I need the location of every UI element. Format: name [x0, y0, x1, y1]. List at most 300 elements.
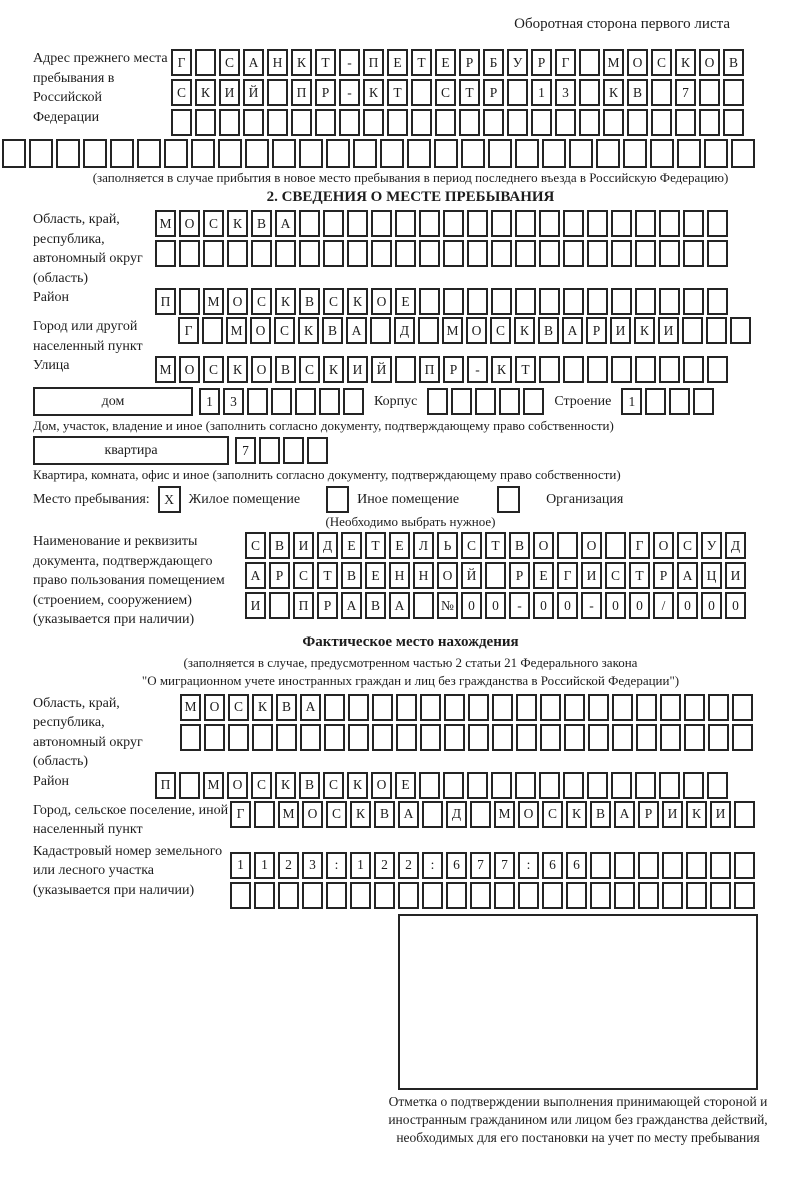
char-box — [326, 882, 347, 909]
char-box — [110, 139, 134, 168]
oblast-row-1 — [155, 210, 728, 237]
char-box — [539, 240, 560, 267]
char-box: - — [581, 592, 602, 619]
char-box: - — [467, 356, 488, 383]
stamp-box — [398, 914, 758, 1090]
char-box: С — [299, 356, 320, 383]
inoe-label: Иное помещение — [357, 491, 460, 507]
char-box: И — [710, 801, 731, 828]
char-box — [299, 139, 323, 168]
char-box: Ь — [437, 532, 458, 559]
char-box — [603, 109, 624, 136]
char-box: А — [677, 562, 698, 589]
char-box: С — [435, 79, 456, 106]
char-box: - — [339, 49, 360, 76]
char-box — [636, 724, 657, 751]
char-box: В — [322, 317, 343, 344]
char-box — [708, 694, 729, 721]
char-box — [468, 724, 489, 751]
char-box: А — [275, 210, 296, 237]
char-box — [659, 772, 680, 799]
char-box: 1 — [230, 852, 251, 879]
prev-address-extra-row — [2, 139, 788, 168]
zhiloe-label: Жилое помещение — [188, 491, 301, 507]
char-box — [396, 694, 417, 721]
char-box — [707, 210, 728, 237]
char-box — [635, 240, 656, 267]
char-box: А — [614, 801, 635, 828]
gorod-field — [33, 317, 788, 356]
char-box — [723, 79, 744, 106]
char-box — [254, 801, 275, 828]
char-box — [252, 724, 273, 751]
char-box — [699, 109, 720, 136]
char-box: Б — [483, 49, 504, 76]
char-box — [137, 139, 161, 168]
char-box: О — [302, 801, 323, 828]
header-note: Оборотная сторона первого листа — [514, 16, 730, 32]
char-box: К — [675, 49, 696, 76]
char-box — [398, 882, 419, 909]
char-box — [422, 882, 443, 909]
char-box — [708, 724, 729, 751]
char-box — [171, 109, 192, 136]
char-box — [734, 801, 755, 828]
char-box — [635, 356, 656, 383]
char-box — [202, 317, 223, 344]
char-box: 7 — [675, 79, 696, 106]
fact-oblast-label: Область, край, республика, автономный округ (область) — [33, 695, 143, 769]
char-box: С — [461, 532, 482, 559]
fact-oblast-row-2 — [180, 724, 753, 751]
kadastr-row-2 — [230, 882, 755, 909]
char-box — [587, 210, 608, 237]
char-box — [539, 210, 560, 237]
char-box: О — [250, 317, 271, 344]
char-box — [348, 724, 369, 751]
char-box — [569, 139, 593, 168]
char-box: У — [701, 532, 722, 559]
char-box — [635, 288, 656, 315]
char-box — [605, 532, 626, 559]
char-box: А — [245, 562, 266, 589]
kvartira-caption: Квартира, комната, офис и иное (заполнить согласно документу, подтверждающему право собственности) — [33, 467, 621, 482]
raion-row — [155, 288, 728, 315]
char-box — [587, 772, 608, 799]
char-box: О — [251, 356, 272, 383]
char-box — [418, 317, 439, 344]
char-box — [650, 139, 674, 168]
char-box — [420, 724, 441, 751]
fact-caption-line-1: (заполняется в случае, предусмотренном частью 2 статьи 21 Федерального закона — [183, 654, 638, 670]
char-box: А — [389, 592, 410, 619]
char-box — [669, 388, 690, 415]
char-box: К — [275, 772, 296, 799]
char-box — [539, 356, 560, 383]
char-box: И — [219, 79, 240, 106]
char-box — [507, 79, 528, 106]
char-box — [612, 724, 633, 751]
dom-box-label: дом — [33, 387, 193, 416]
char-box — [516, 724, 537, 751]
char-box: 0 — [701, 592, 722, 619]
char-box: 1 — [254, 852, 275, 879]
char-box — [491, 288, 512, 315]
char-box: И — [245, 592, 266, 619]
char-box: 6 — [446, 852, 467, 879]
char-box: В — [276, 694, 297, 721]
char-box — [387, 109, 408, 136]
char-box: В — [590, 801, 611, 828]
char-box — [651, 109, 672, 136]
char-box: К — [347, 288, 368, 315]
char-box — [291, 109, 312, 136]
char-box — [374, 882, 395, 909]
char-box — [614, 852, 635, 879]
char-box: 6 — [542, 852, 563, 879]
char-box — [2, 139, 26, 168]
char-box: О — [227, 288, 248, 315]
char-box — [411, 79, 432, 106]
char-box — [370, 317, 391, 344]
char-box — [684, 694, 705, 721]
char-box: 7 — [235, 437, 256, 464]
char-box — [542, 882, 563, 909]
char-box: И — [610, 317, 631, 344]
char-box: К — [195, 79, 216, 106]
char-box — [683, 210, 704, 237]
char-box: 1 — [199, 388, 220, 415]
char-box: 2 — [398, 852, 419, 879]
char-box: П — [155, 288, 176, 315]
char-box: В — [538, 317, 559, 344]
char-box: О — [653, 532, 674, 559]
prev-address-row-1 — [171, 49, 744, 76]
char-box — [516, 694, 537, 721]
char-box: О — [179, 210, 200, 237]
fact-gorod-field — [33, 801, 788, 840]
ulitsa-row — [155, 356, 728, 383]
char-box — [683, 240, 704, 267]
char-box — [227, 240, 248, 267]
char-box — [395, 356, 416, 383]
char-box: Д — [725, 532, 746, 559]
char-box — [295, 388, 316, 415]
char-box — [540, 694, 561, 721]
char-box — [660, 724, 681, 751]
char-box: Е — [387, 49, 408, 76]
char-box: - — [509, 592, 530, 619]
char-box — [443, 240, 464, 267]
char-box — [723, 109, 744, 136]
char-box — [251, 240, 272, 267]
char-box — [278, 882, 299, 909]
char-box: О — [581, 532, 602, 559]
prev-address-row-3 — [171, 109, 744, 136]
char-box — [179, 772, 200, 799]
stamp-caption: Отметка о подтверждении выполнения принимающей стороной и иностранным гражданином или лицом без гражданства действий, необходимых для его постановки на учет по месту пребывания — [388, 1093, 768, 1145]
ulitsa-field — [33, 356, 788, 383]
char-box: Т — [315, 49, 336, 76]
char-box: К — [350, 801, 371, 828]
char-box — [515, 210, 536, 237]
char-box — [491, 210, 512, 237]
char-box — [228, 724, 249, 751]
char-box: И — [658, 317, 679, 344]
char-box — [614, 882, 635, 909]
char-box — [179, 288, 200, 315]
char-box — [659, 288, 680, 315]
char-box: 0 — [725, 592, 746, 619]
char-box — [623, 139, 647, 168]
char-box — [276, 724, 297, 751]
char-box — [686, 882, 707, 909]
char-box — [272, 139, 296, 168]
char-box — [419, 288, 440, 315]
char-box: Й — [243, 79, 264, 106]
char-box: В — [627, 79, 648, 106]
kvartira-cells — [235, 437, 328, 464]
char-box — [587, 288, 608, 315]
char-box — [704, 139, 728, 168]
char-box — [539, 772, 560, 799]
char-box: 0 — [605, 592, 626, 619]
char-box: В — [251, 210, 272, 237]
fact-gorod-row — [230, 801, 755, 828]
char-box: С — [203, 356, 224, 383]
char-box: О — [437, 562, 458, 589]
kadastr-label: Кадастровый номер земельного или лесного участка (указывается при наличии) — [33, 843, 223, 898]
char-box: О — [533, 532, 554, 559]
char-box — [343, 388, 364, 415]
char-box — [557, 532, 578, 559]
char-box: М — [203, 288, 224, 315]
char-box — [579, 109, 600, 136]
char-box: С — [251, 772, 272, 799]
char-box — [492, 694, 513, 721]
char-box — [611, 288, 632, 315]
mesto-row — [33, 486, 788, 513]
char-box — [459, 109, 480, 136]
char-box — [307, 437, 328, 464]
char-box — [435, 109, 456, 136]
char-box — [563, 772, 584, 799]
char-box — [651, 79, 672, 106]
oblast-field — [33, 210, 788, 288]
char-box: К — [363, 79, 384, 106]
char-box — [419, 772, 440, 799]
char-box: И — [347, 356, 368, 383]
char-box: Т — [629, 562, 650, 589]
char-box: О — [371, 772, 392, 799]
raion-label: Район — [33, 290, 69, 305]
char-box — [590, 852, 611, 879]
char-box — [395, 210, 416, 237]
char-box — [507, 109, 528, 136]
char-box: 3 — [302, 852, 323, 879]
char-box: О — [699, 49, 720, 76]
char-box — [645, 388, 666, 415]
char-box — [659, 356, 680, 383]
char-box — [267, 79, 288, 106]
dom-row — [33, 387, 788, 416]
fact-oblast-field — [33, 694, 788, 772]
char-box: / — [653, 592, 674, 619]
char-box: Й — [371, 356, 392, 383]
char-box: К — [514, 317, 535, 344]
char-box: Р — [459, 49, 480, 76]
char-box — [588, 724, 609, 751]
char-box: Т — [387, 79, 408, 106]
char-box: Р — [586, 317, 607, 344]
kadastr-field — [33, 842, 788, 909]
char-box: О — [518, 801, 539, 828]
char-box: С — [323, 772, 344, 799]
char-box: К — [323, 356, 344, 383]
char-box: О — [179, 356, 200, 383]
char-box: Е — [395, 288, 416, 315]
char-box: 1 — [531, 79, 552, 106]
char-box — [444, 694, 465, 721]
char-box — [710, 852, 731, 879]
char-box: Т — [459, 79, 480, 106]
char-box — [518, 882, 539, 909]
char-box: Е — [533, 562, 554, 589]
char-box — [372, 724, 393, 751]
char-box — [467, 772, 488, 799]
char-box: Е — [435, 49, 456, 76]
document-row-3 — [245, 592, 746, 619]
char-box: Г — [629, 532, 650, 559]
char-box — [461, 139, 485, 168]
char-box — [564, 724, 585, 751]
char-box: С — [251, 288, 272, 315]
char-box — [683, 288, 704, 315]
fact-title: Фактическое место нахождения — [302, 633, 519, 650]
char-box: Г — [555, 49, 576, 76]
char-box: У — [507, 49, 528, 76]
char-box — [372, 694, 393, 721]
char-box: С — [228, 694, 249, 721]
char-box: В — [269, 532, 290, 559]
char-box — [563, 210, 584, 237]
char-box — [684, 724, 705, 751]
char-box: Е — [341, 532, 362, 559]
char-box: С — [323, 288, 344, 315]
char-box: С — [605, 562, 626, 589]
char-box — [195, 109, 216, 136]
char-box — [299, 240, 320, 267]
char-box: С — [651, 49, 672, 76]
char-box — [659, 240, 680, 267]
char-box: К — [686, 801, 707, 828]
kvartira-box-label: квартира — [33, 436, 229, 465]
char-box — [488, 139, 512, 168]
char-box — [164, 139, 188, 168]
char-box: Е — [365, 562, 386, 589]
char-box: В — [299, 772, 320, 799]
char-box: А — [346, 317, 367, 344]
char-box — [191, 139, 215, 168]
char-box — [531, 109, 552, 136]
char-box — [371, 210, 392, 237]
char-box: П — [155, 772, 176, 799]
char-box — [693, 388, 714, 415]
char-box — [326, 139, 350, 168]
char-box — [155, 240, 176, 267]
char-box: К — [275, 288, 296, 315]
char-box: А — [243, 49, 264, 76]
char-box: С — [219, 49, 240, 76]
char-box — [539, 288, 560, 315]
char-box: С — [293, 562, 314, 589]
char-box — [371, 240, 392, 267]
char-box: В — [275, 356, 296, 383]
char-box: С — [203, 210, 224, 237]
char-box — [596, 139, 620, 168]
char-box: П — [363, 49, 384, 76]
char-box — [662, 852, 683, 879]
char-box: Т — [317, 562, 338, 589]
char-box — [564, 694, 585, 721]
char-box — [302, 882, 323, 909]
prev-address-field — [33, 49, 788, 136]
char-box: О — [627, 49, 648, 76]
char-box: 7 — [470, 852, 491, 879]
char-box: Т — [411, 49, 432, 76]
char-box — [195, 49, 216, 76]
char-box — [523, 388, 544, 415]
char-box — [540, 724, 561, 751]
char-box: 0 — [461, 592, 482, 619]
char-box — [347, 210, 368, 237]
char-box — [483, 109, 504, 136]
char-box — [659, 210, 680, 237]
char-box — [699, 79, 720, 106]
char-box — [420, 694, 441, 721]
char-box — [353, 139, 377, 168]
char-box: : — [422, 852, 443, 879]
char-box: С — [171, 79, 192, 106]
char-box: И — [725, 562, 746, 589]
prev-address-row-2 — [171, 79, 744, 106]
mesto-label: Место пребывания: — [33, 491, 150, 507]
char-box — [267, 109, 288, 136]
char-box — [275, 240, 296, 267]
char-box — [407, 139, 431, 168]
char-box: : — [326, 852, 347, 879]
char-box — [319, 388, 340, 415]
raion-field — [33, 288, 788, 315]
char-box — [245, 139, 269, 168]
char-box — [348, 694, 369, 721]
char-box: 3 — [223, 388, 244, 415]
char-box — [579, 49, 600, 76]
char-box — [635, 772, 656, 799]
char-box — [611, 772, 632, 799]
char-box — [363, 109, 384, 136]
char-box: С — [542, 801, 563, 828]
char-box: В — [341, 562, 362, 589]
char-box — [269, 592, 290, 619]
char-box — [563, 240, 584, 267]
char-box — [732, 724, 753, 751]
char-box — [636, 694, 657, 721]
char-box: Р — [317, 592, 338, 619]
char-box — [254, 882, 275, 909]
fact-raion-field — [33, 772, 788, 799]
char-box: М — [278, 801, 299, 828]
